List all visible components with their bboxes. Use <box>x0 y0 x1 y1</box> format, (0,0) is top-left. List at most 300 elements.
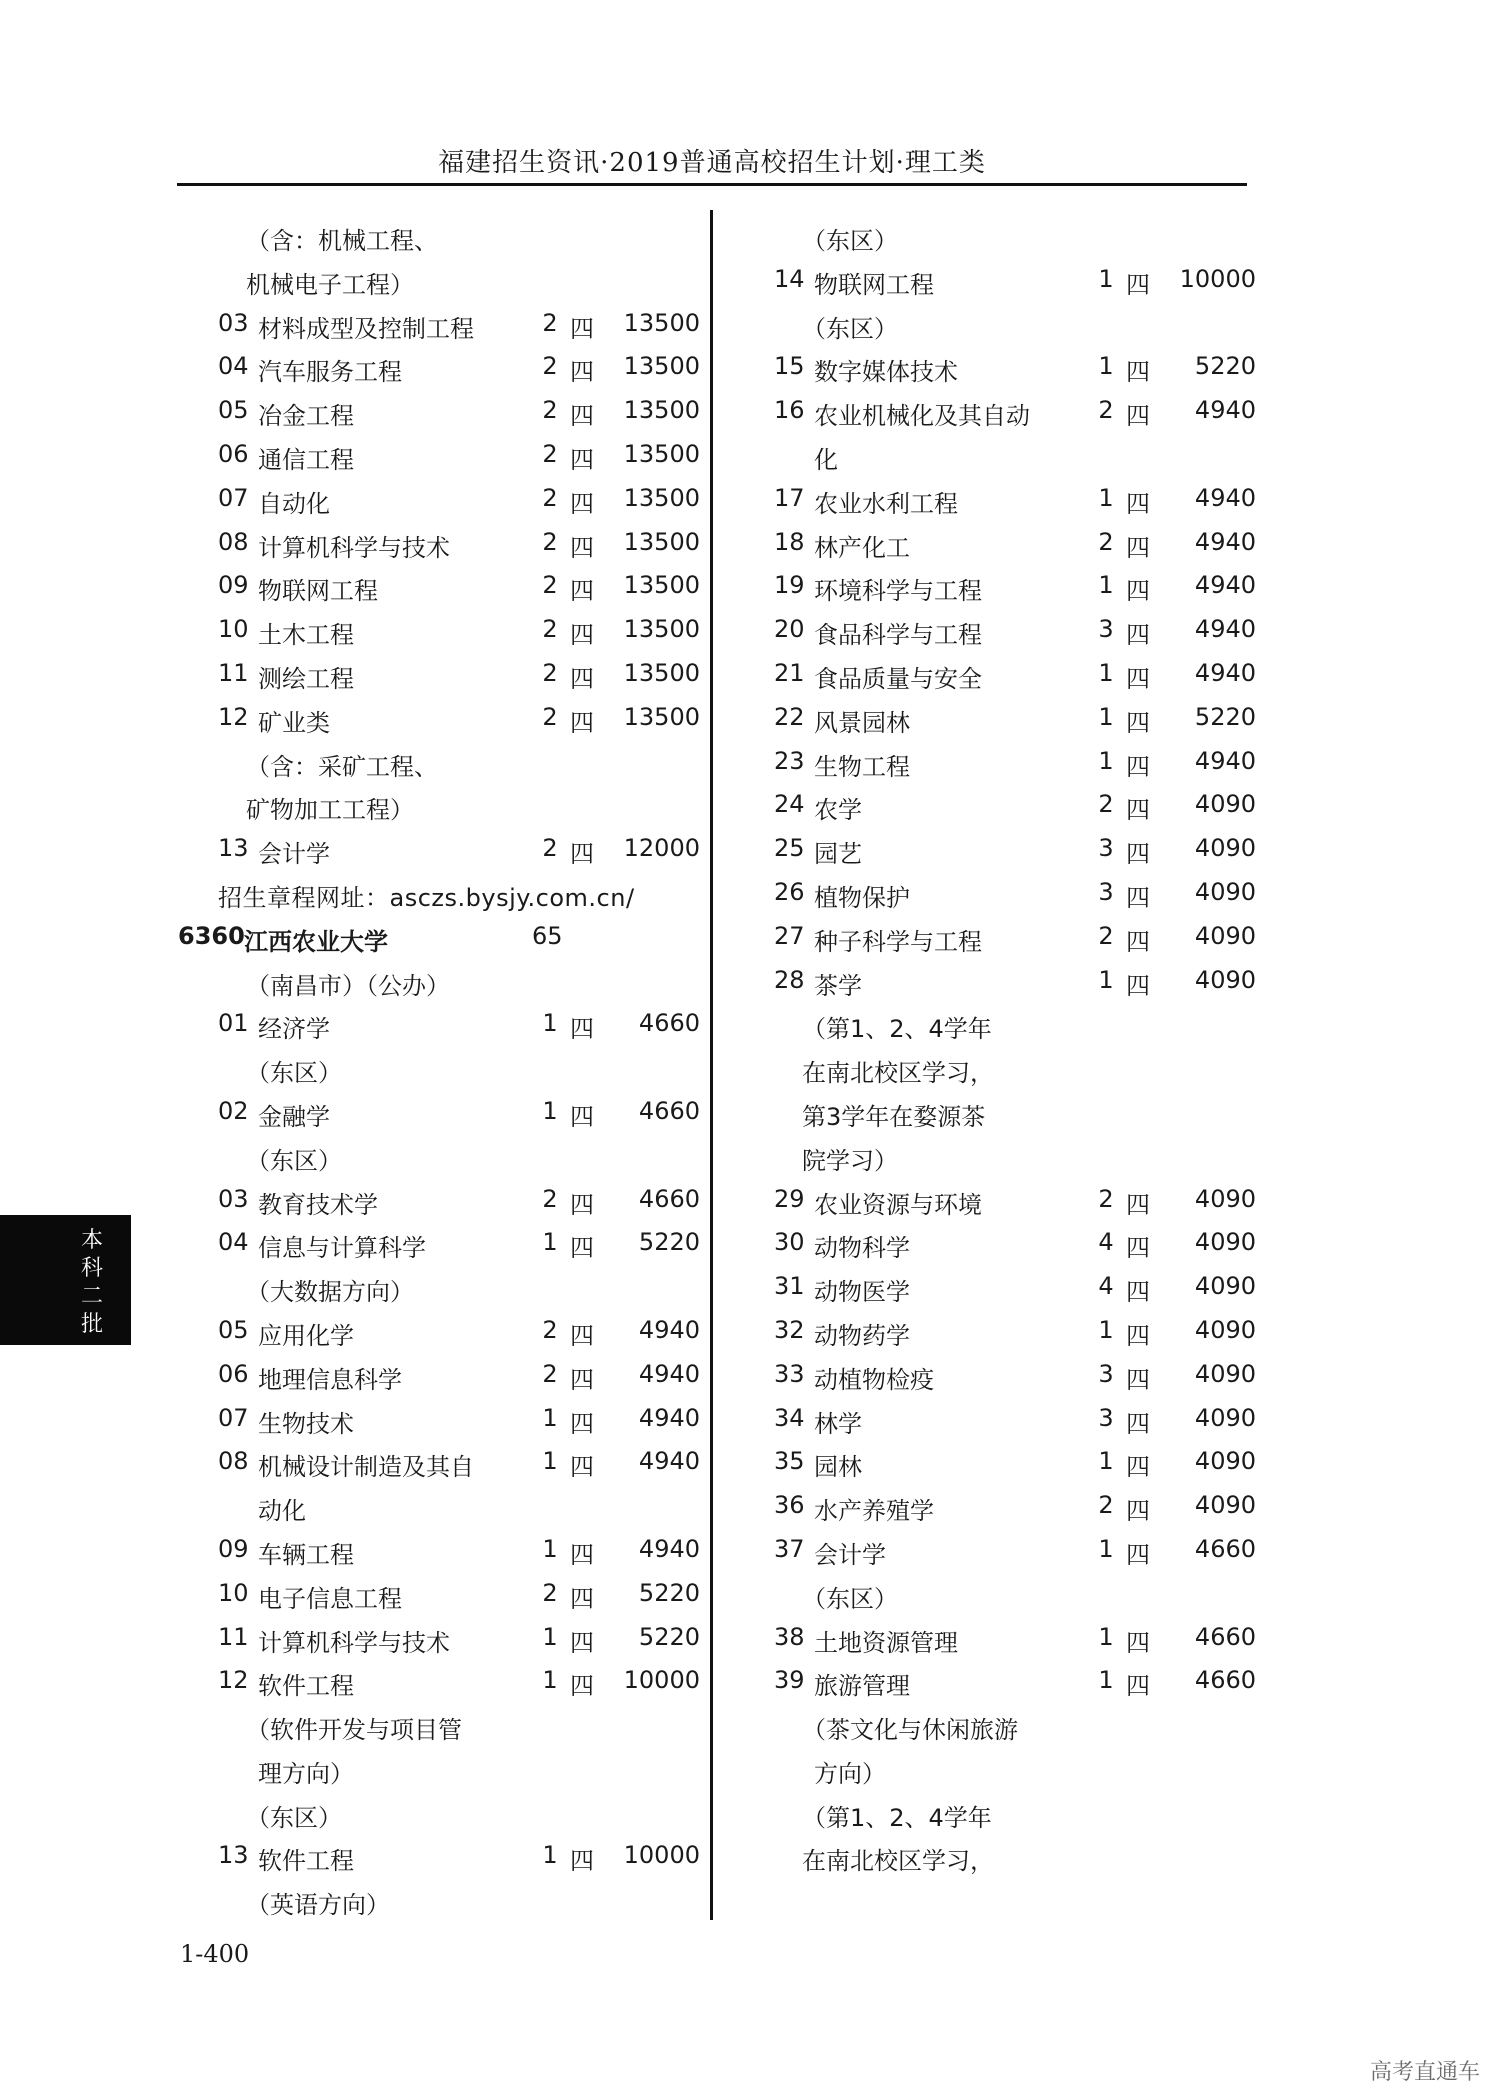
program-row <box>734 1660 1254 1704</box>
program-row <box>178 697 698 741</box>
note-text: （东区） <box>802 1584 898 1613</box>
program-name: 土地资源管理 <box>814 1628 958 1657</box>
program-row <box>178 1660 698 1704</box>
program-years: 四 <box>1126 1278 1150 1307</box>
program-name: 物联网工程 <box>258 577 378 606</box>
program-name: 种子科学与工程 <box>814 927 982 956</box>
program-row <box>178 1529 698 1573</box>
note-row <box>734 1135 1254 1179</box>
program-years: 四 <box>1126 927 1150 956</box>
program-count: 1 <box>1098 1315 1114 1344</box>
program-years: 四 <box>570 1015 594 1044</box>
program-row <box>734 828 1254 872</box>
program-fee: 5220 <box>1194 352 1256 381</box>
program-name: 农学 <box>814 796 862 825</box>
program-code: 25 <box>774 834 805 863</box>
program-code: 21 <box>774 658 805 687</box>
program-years: 四 <box>570 1847 594 1876</box>
program-count: 1 <box>1098 1447 1114 1476</box>
program-fee: 4940 <box>1194 746 1256 775</box>
program-fee: 4940 <box>638 1315 700 1344</box>
program-row <box>734 609 1254 653</box>
program-row <box>178 609 698 653</box>
program-row <box>178 303 698 347</box>
program-code: 13 <box>218 834 249 863</box>
note-row <box>734 434 1254 478</box>
program-fee: 4940 <box>1194 483 1256 512</box>
program-fee: 4090 <box>1194 1359 1256 1388</box>
program-row <box>734 1179 1254 1223</box>
program-name: 园林 <box>814 1453 862 1482</box>
program-count: 2 <box>542 1578 558 1607</box>
note-text: （南昌市）（公办） <box>246 971 450 1000</box>
program-name: 电子信息工程 <box>258 1584 402 1613</box>
program-name: 食品科学与工程 <box>814 621 982 650</box>
note-text: （含：机械工程、 <box>246 227 438 255</box>
program-name: 林学 <box>814 1409 862 1438</box>
note-row <box>178 1748 698 1792</box>
program-fee: 4660 <box>638 1096 700 1125</box>
program-fee: 4940 <box>638 1403 700 1432</box>
program-years: 四 <box>570 577 594 606</box>
program-count: 1 <box>1098 1622 1114 1651</box>
program-code: 06 <box>218 439 249 468</box>
program-years: 四 <box>1126 1672 1150 1701</box>
note-text: 动化 <box>258 1497 306 1526</box>
program-years: 四 <box>1126 883 1150 912</box>
note-row <box>734 1704 1254 1748</box>
admission-url-row <box>178 872 698 916</box>
program-row <box>178 653 698 697</box>
program-fee: 4940 <box>1194 527 1256 556</box>
program-row <box>734 259 1254 303</box>
note-row <box>178 960 698 1004</box>
page-number: 1-400 <box>180 1940 250 1968</box>
program-years: 四 <box>1126 1540 1150 1569</box>
program-years: 四 <box>570 664 594 693</box>
program-code: 38 <box>774 1622 805 1651</box>
note-text: （东区） <box>802 227 898 255</box>
note-row <box>178 215 698 259</box>
program-fee: 4090 <box>1194 1403 1256 1432</box>
program-years: 四 <box>570 621 594 650</box>
program-name: 冶金工程 <box>258 402 354 431</box>
program-years: 四 <box>570 445 594 474</box>
program-fee: 4090 <box>1194 965 1256 994</box>
program-row <box>178 1573 698 1617</box>
program-count: 1 <box>1098 658 1114 687</box>
note-text: 化 <box>814 445 838 474</box>
note-text: 第3学年在婺源茶 <box>802 1102 986 1131</box>
program-name: 水产养殖学 <box>814 1497 934 1526</box>
program-code: 26 <box>774 877 805 906</box>
program-name: 软件工程 <box>258 1672 354 1701</box>
program-years: 四 <box>1126 796 1150 825</box>
program-years: 四 <box>1126 664 1150 693</box>
program-row <box>734 872 1254 916</box>
program-fee: 13500 <box>623 571 700 600</box>
program-row <box>178 1222 698 1266</box>
watermark: 高考直通车 <box>1369 2060 1480 2085</box>
program-row <box>734 346 1254 390</box>
program-code: 29 <box>774 1184 805 1213</box>
program-row <box>734 478 1254 522</box>
program-years: 四 <box>1126 358 1150 387</box>
note-row <box>734 303 1254 347</box>
program-count: 3 <box>1098 877 1114 906</box>
program-code: 34 <box>774 1403 805 1432</box>
program-code: 12 <box>218 702 249 731</box>
program-code: 23 <box>774 746 805 775</box>
program-code: 10 <box>218 615 249 644</box>
header-rule <box>177 183 1247 186</box>
program-name: 自动化 <box>258 489 330 518</box>
program-row <box>178 478 698 522</box>
program-row <box>734 784 1254 828</box>
program-code: 14 <box>774 264 805 293</box>
program-code: 04 <box>218 352 249 381</box>
program-fee: 13500 <box>623 308 700 337</box>
note-text: 矿物加工工程） <box>246 796 414 825</box>
program-fee: 4090 <box>1194 1315 1256 1344</box>
program-row <box>734 1398 1254 1442</box>
program-name: 汽车服务工程 <box>258 358 402 387</box>
program-count: 2 <box>542 483 558 512</box>
program-row <box>734 916 1254 960</box>
program-years: 四 <box>570 402 594 431</box>
program-fee: 4940 <box>638 1359 700 1388</box>
program-row <box>734 697 1254 741</box>
program-count: 1 <box>1098 965 1114 994</box>
program-count: 1 <box>1098 264 1114 293</box>
note-row <box>178 1879 698 1923</box>
program-count: 2 <box>542 1184 558 1213</box>
program-fee: 4090 <box>1194 1491 1256 1520</box>
program-years: 四 <box>570 314 594 343</box>
program-count: 1 <box>1098 702 1114 731</box>
note-text: 在南北校区学习， <box>802 1847 994 1876</box>
program-name: 植物保护 <box>814 883 910 912</box>
program-count: 2 <box>542 834 558 863</box>
note-row <box>734 1748 1254 1792</box>
program-name: 金融学 <box>258 1102 330 1131</box>
program-fee: 10000 <box>623 1666 700 1695</box>
program-years: 四 <box>570 489 594 518</box>
program-count: 3 <box>1098 1359 1114 1388</box>
program-count: 2 <box>542 527 558 556</box>
note-row <box>734 215 1254 259</box>
program-years: 四 <box>1126 270 1150 299</box>
note-row <box>734 1047 1254 1091</box>
note-row <box>178 1266 698 1310</box>
program-row <box>734 741 1254 785</box>
program-name: 生物工程 <box>814 752 910 781</box>
right-column <box>734 215 1254 1879</box>
program-years: 四 <box>1126 1365 1150 1394</box>
program-count: 4 <box>1098 1228 1114 1257</box>
admission-url: 招生章程网址：asczs.bysjy.com.cn/ <box>218 883 635 912</box>
program-row <box>178 1310 698 1354</box>
program-name: 材料成型及控制工程 <box>258 314 474 343</box>
program-years: 四 <box>570 1584 594 1613</box>
program-years: 四 <box>570 1540 594 1569</box>
program-row <box>178 522 698 566</box>
program-row <box>178 434 698 478</box>
program-row <box>734 1529 1254 1573</box>
program-count: 3 <box>1098 615 1114 644</box>
note-text: （大数据方向） <box>246 1278 414 1307</box>
program-row <box>178 1091 698 1135</box>
program-count: 4 <box>1098 1272 1114 1301</box>
program-code: 05 <box>218 396 249 425</box>
program-code: 09 <box>218 571 249 600</box>
program-name: 物联网工程 <box>814 270 934 299</box>
program-code: 03 <box>218 1184 249 1213</box>
program-name: 计算机科学与技术 <box>258 533 450 562</box>
program-fee: 13500 <box>623 702 700 731</box>
program-code: 09 <box>218 1534 249 1563</box>
program-count: 2 <box>542 702 558 731</box>
program-code: 07 <box>218 483 249 512</box>
program-code: 11 <box>218 658 249 687</box>
note-row <box>178 784 698 828</box>
program-name: 动物药学 <box>814 1321 910 1350</box>
program-code: 17 <box>774 483 805 512</box>
program-years: 四 <box>1126 752 1150 781</box>
program-count: 2 <box>1098 1184 1114 1213</box>
program-years: 四 <box>1126 1453 1150 1482</box>
program-code: 16 <box>774 396 805 425</box>
program-name: 林产化工 <box>814 533 910 562</box>
program-fee: 4940 <box>1194 615 1256 644</box>
program-count: 2 <box>542 352 558 381</box>
program-name: 应用化学 <box>258 1321 354 1350</box>
note-text: （茶文化与休闲旅游 <box>802 1716 1018 1745</box>
note-text: 机械电子工程） <box>246 270 414 299</box>
note-row <box>178 1135 698 1179</box>
program-count: 1 <box>542 1841 558 1870</box>
program-years: 四 <box>1126 1497 1150 1526</box>
institution-row <box>178 916 698 960</box>
program-years: 四 <box>570 840 594 869</box>
program-code: 04 <box>218 1228 249 1257</box>
program-fee: 4660 <box>1194 1622 1256 1651</box>
program-name: 茶学 <box>814 971 862 1000</box>
program-fee: 4090 <box>1194 834 1256 863</box>
program-fee: 10000 <box>1179 264 1256 293</box>
program-code: 33 <box>774 1359 805 1388</box>
program-count: 1 <box>1098 352 1114 381</box>
program-name: 机械设计制造及其自 <box>258 1453 474 1482</box>
program-fee: 4090 <box>1194 877 1256 906</box>
note-row <box>178 1792 698 1836</box>
program-count: 1 <box>1098 1534 1114 1563</box>
program-name: 会计学 <box>258 840 330 869</box>
program-fee: 4090 <box>1194 1272 1256 1301</box>
program-code: 06 <box>218 1359 249 1388</box>
program-fee: 5220 <box>638 1622 700 1651</box>
program-code: 24 <box>774 790 805 819</box>
note-text: 理方向） <box>258 1759 354 1788</box>
program-name: 农业机械化及其自动 <box>814 402 1030 431</box>
program-years: 四 <box>570 1321 594 1350</box>
note-text: （东区） <box>246 1803 342 1832</box>
program-count: 2 <box>542 396 558 425</box>
program-code: 39 <box>774 1666 805 1695</box>
program-code: 11 <box>218 1622 249 1651</box>
program-count: 1 <box>1098 571 1114 600</box>
program-years: 四 <box>570 1453 594 1482</box>
program-code: 12 <box>218 1666 249 1695</box>
note-text: 在南北校区学习， <box>802 1059 994 1088</box>
program-row <box>178 1441 698 1485</box>
program-fee: 4090 <box>1194 1184 1256 1213</box>
note-row <box>178 741 698 785</box>
note-row <box>734 1091 1254 1135</box>
program-row <box>734 1266 1254 1310</box>
program-code: 20 <box>774 615 805 644</box>
note-row <box>178 1485 698 1529</box>
note-text: （第1、2、4学年 <box>802 1015 992 1044</box>
program-years: 四 <box>1126 708 1150 737</box>
program-code: 08 <box>218 527 249 556</box>
program-name: 旅游管理 <box>814 1672 910 1701</box>
program-years: 四 <box>1126 402 1150 431</box>
program-code: 13 <box>218 1841 249 1870</box>
program-fee: 10000 <box>623 1841 700 1870</box>
column-divider <box>710 210 713 1920</box>
program-years: 四 <box>570 533 594 562</box>
program-code: 15 <box>774 352 805 381</box>
program-fee: 4940 <box>1194 658 1256 687</box>
program-fee: 13500 <box>623 483 700 512</box>
program-row <box>734 565 1254 609</box>
program-code: 32 <box>774 1315 805 1344</box>
note-text: （英语方向） <box>246 1891 390 1920</box>
section-tab-label: 本科二批 <box>80 1228 103 1337</box>
program-code: 10 <box>218 1578 249 1607</box>
program-name: 地理信息科学 <box>258 1365 402 1394</box>
program-row <box>178 1398 698 1442</box>
program-count: 1 <box>542 1447 558 1476</box>
program-row <box>734 522 1254 566</box>
institution-code: 6360 <box>178 921 245 950</box>
program-code: 02 <box>218 1096 249 1125</box>
program-code: 31 <box>774 1272 805 1301</box>
program-name: 农业水利工程 <box>814 489 958 518</box>
program-count: 2 <box>542 308 558 337</box>
note-row <box>734 1792 1254 1836</box>
program-count: 1 <box>1098 483 1114 512</box>
program-years: 四 <box>1126 489 1150 518</box>
program-fee: 4090 <box>1194 790 1256 819</box>
program-name: 车辆工程 <box>258 1540 354 1569</box>
program-code: 30 <box>774 1228 805 1257</box>
program-count: 2 <box>542 571 558 600</box>
program-years: 四 <box>1126 840 1150 869</box>
program-years: 四 <box>1126 577 1150 606</box>
program-years: 四 <box>570 1102 594 1131</box>
program-count: 1 <box>542 1403 558 1432</box>
program-name: 农业资源与环境 <box>814 1190 982 1219</box>
program-fee: 4940 <box>1194 571 1256 600</box>
note-text: （软件开发与项目管 <box>246 1716 462 1745</box>
program-years: 四 <box>570 1409 594 1438</box>
program-row <box>734 1222 1254 1266</box>
program-code: 35 <box>774 1447 805 1476</box>
program-fee: 5220 <box>1194 702 1256 731</box>
institution-count: 65 <box>532 921 563 950</box>
program-count: 2 <box>542 615 558 644</box>
program-name: 风景园林 <box>814 708 910 737</box>
program-years: 四 <box>570 1234 594 1263</box>
program-years: 四 <box>570 1365 594 1394</box>
note-text: （东区） <box>246 1146 342 1175</box>
program-years: 四 <box>570 1190 594 1219</box>
program-fee: 13500 <box>623 352 700 381</box>
note-text: 院学习） <box>802 1146 898 1175</box>
page-header-title: 福建招生资讯·2019普通高校招生计划·理工类 <box>438 148 986 178</box>
program-count: 1 <box>542 1622 558 1651</box>
program-years: 四 <box>570 708 594 737</box>
program-fee: 4660 <box>638 1009 700 1038</box>
note-text: （东区） <box>246 1059 342 1088</box>
program-name: 计算机科学与技术 <box>258 1628 450 1657</box>
program-row <box>734 1354 1254 1398</box>
program-fee: 13500 <box>623 396 700 425</box>
program-row <box>178 1617 698 1661</box>
program-name: 教育技术学 <box>258 1190 378 1219</box>
program-name: 通信工程 <box>258 445 354 474</box>
program-count: 1 <box>542 1096 558 1125</box>
program-fee: 4940 <box>1194 396 1256 425</box>
program-count: 1 <box>1098 1666 1114 1695</box>
program-row <box>178 346 698 390</box>
program-row <box>178 1354 698 1398</box>
program-fee: 4090 <box>1194 1228 1256 1257</box>
program-count: 2 <box>1098 1491 1114 1520</box>
program-years: 四 <box>1126 1234 1150 1263</box>
program-row <box>734 1441 1254 1485</box>
program-name: 软件工程 <box>258 1847 354 1876</box>
institution-name: 江西农业大学 <box>244 927 388 956</box>
program-name: 园艺 <box>814 840 862 869</box>
program-name: 会计学 <box>814 1540 886 1569</box>
program-fee: 13500 <box>623 439 700 468</box>
note-text: （东区） <box>802 314 898 343</box>
program-row <box>734 1617 1254 1661</box>
program-count: 3 <box>1098 1403 1114 1432</box>
program-count: 3 <box>1098 834 1114 863</box>
program-fee: 5220 <box>638 1578 700 1607</box>
program-code: 03 <box>218 308 249 337</box>
program-years: 四 <box>1126 971 1150 1000</box>
program-name: 动植物检疫 <box>814 1365 934 1394</box>
program-fee: 13500 <box>623 527 700 556</box>
program-count: 2 <box>542 1359 558 1388</box>
program-code: 07 <box>218 1403 249 1432</box>
program-code: 36 <box>774 1491 805 1520</box>
program-row <box>178 1179 698 1223</box>
program-name: 食品质量与安全 <box>814 664 982 693</box>
note-row <box>734 1003 1254 1047</box>
program-name: 环境科学与工程 <box>814 577 982 606</box>
program-count: 2 <box>1098 790 1114 819</box>
program-code: 22 <box>774 702 805 731</box>
program-fee: 4940 <box>638 1447 700 1476</box>
program-fee: 4660 <box>1194 1666 1256 1695</box>
program-row <box>734 653 1254 697</box>
